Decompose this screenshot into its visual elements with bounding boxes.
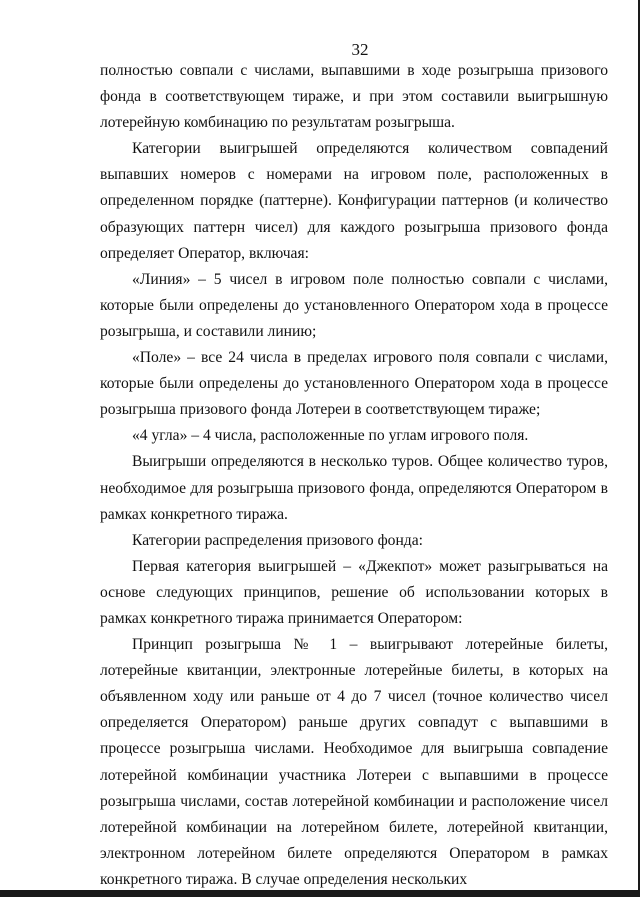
paragraph-principle-1: Принцип розыгрыша № 1 – выигрывают лотерейные билеты, лотерейные квитанции, электронные лотерейные билеты, в которых на объявленном ходу или раньше от 4 до 7 чисел (точное количество чисел определяется Оператором) раньше других совпадут с выпавшими в процессе розыгрыша числами. Необходимое для выигрыша совпадение лотерейной комбинации участника Лотереи с выпавшими в процессе розыгрыша числами, состав лотерейной комбинации и расположение чисел лотерейной комбинации на лотерейном билете, лотерейной квитанции, электронном лотерейном билете определяются Оператором в рамках конкретного тиража. В случае определения нескольких xyxy=(100,636,608,888)
paragraph-categories-heading: Категории распределения призового фонда: xyxy=(132,531,423,549)
paragraph-rounds: Выигрыши определяются в несколько туров. Общее количество туров, необходимое для розыгрыша призового фонда, определяются Оператором в рамках конкретного тиража. xyxy=(100,453,608,523)
paragraph-corners-definition: «4 угла» – 4 числа, расположенные по углам игрового поля. xyxy=(132,427,529,445)
paragraph-line-definition: «Линия» – 5 чисел в игровом поле полностью совпали с числами, которые были определены до установленного Оператором хода в процессе розыгрыша, и составили линию; xyxy=(100,270,608,340)
paragraph-1: полностью совпали с числами, выпавшими в ходе розыгрыша призового фонда в соответствующем тираже, и при этом составили выигрышную лотерейную комбинацию по результатам розыгрыша. xyxy=(100,62,608,132)
scan-edge-bottom xyxy=(0,890,640,897)
paragraph-field-definition: «Поле» – все 24 числа в пределах игрового поля совпали с числами, которые были определены до установленного Оператором хода в процессе розыгрыша призового фонда Лотереи в соответствующем тираже; xyxy=(100,349,608,419)
paragraph-2: Категории выигрышей определяются количеством совпадений выпавших номеров с номерами на игровом поле, расположенных в определенном порядке (паттерне). Конфигурации паттернов (и количество образующих паттерн чисел) для каждого розыгрыша призового фонда определяет Оператор, включая: xyxy=(100,140,608,262)
paragraph-jackpot: Первая категория выигрышей – «Джекпот» может разыгрываться на основе следующих принципов, решение об использовании которых в рамках конкретного тиража принимается Оператором: xyxy=(100,557,608,627)
page-number: 32 xyxy=(351,40,369,59)
document-body xyxy=(100,58,608,893)
